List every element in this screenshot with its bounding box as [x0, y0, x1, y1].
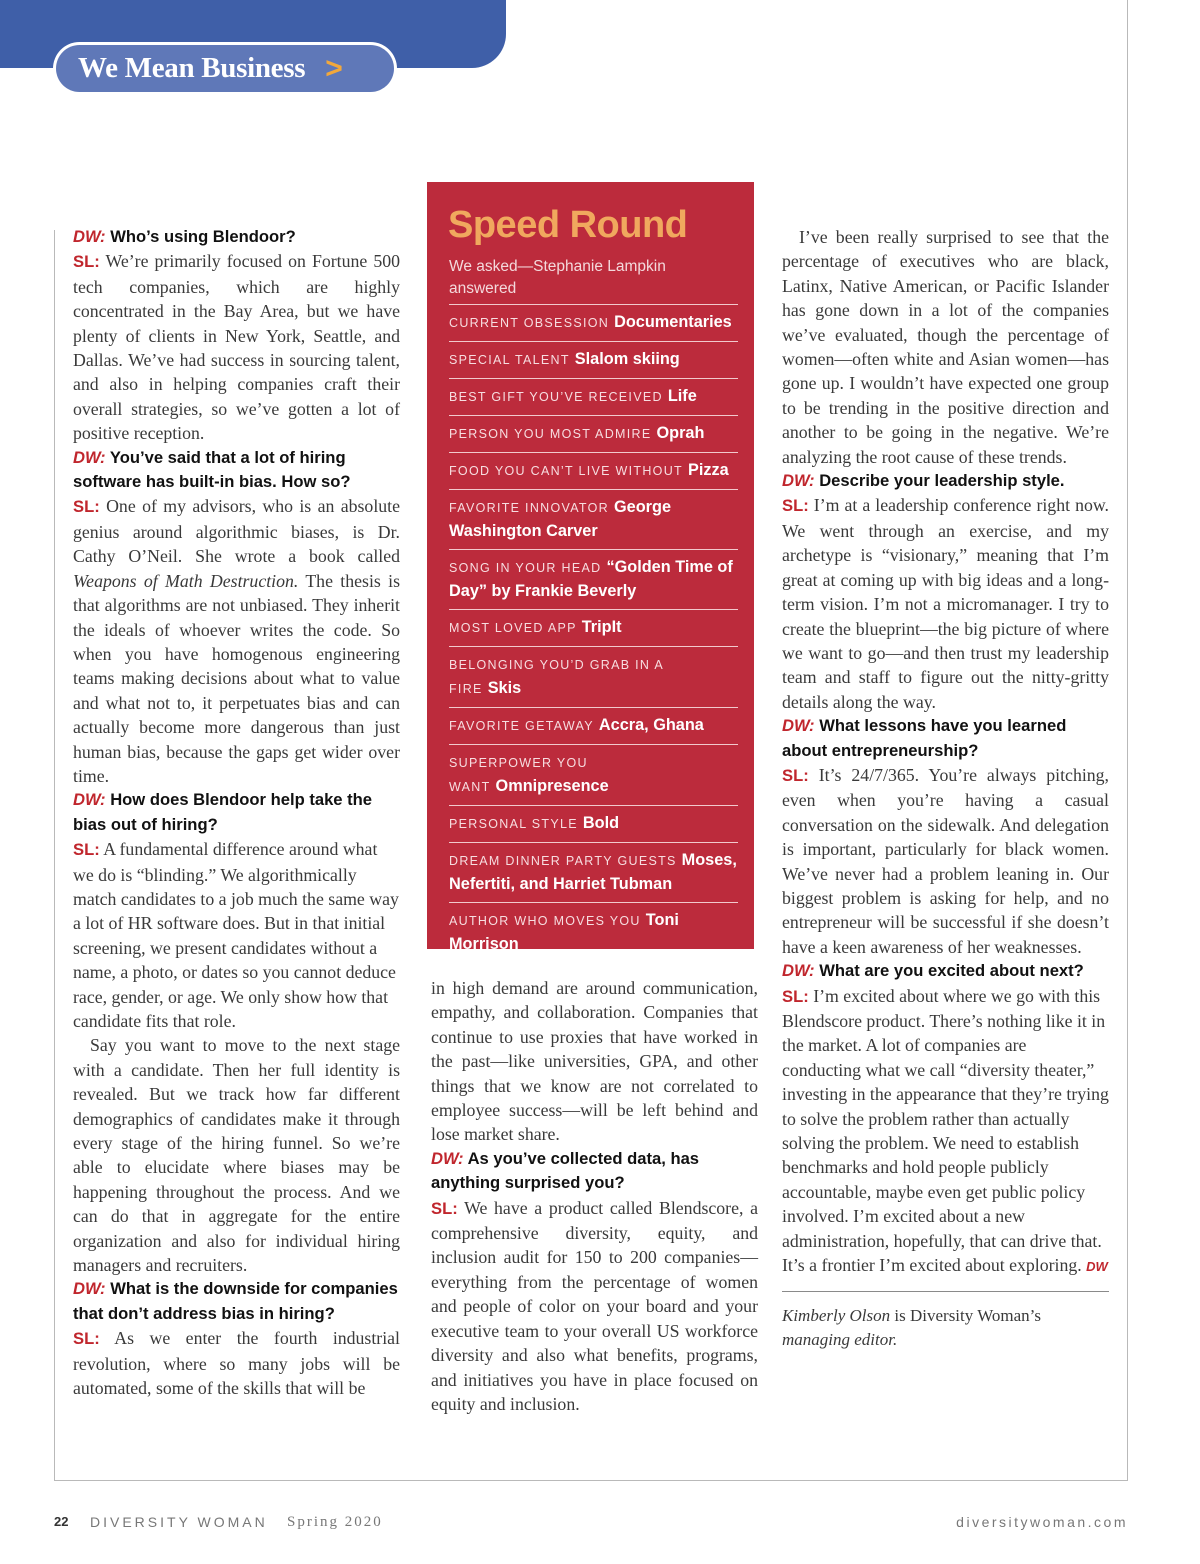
speed-round-item: BELONGING YOU’D GRAB IN A FIRE Skis: [449, 646, 738, 707]
speed-round-item: DREAM DINNER PARTY GUESTS Moses, Nefertiti, and Harriet Tubman: [449, 842, 738, 902]
answer: SL: I’m excited about where we go with this Blendscore product. There’s nothing like it in the market. A lot of companies are conducting what we call “diversity theater,” investing in the appearance that they’re trying to solve the problem rather than actually solving the problem. We need to establish benchmarks and hold people publicly accountable, maybe even get public policy involved. I’m excited about a new administration, hopefully, that can drive that. It’s a frontier I’m excited about exploring. DW: [782, 985, 1109, 1276]
answer-continued: I’ve been really surprised to see that the percentage of executives who are black, Latinx, Native American, or Pacific Islander has gone down in a lot of the companies we’ve evaluated, though the percentage of women—often white and Asian women—has gone up. I wouldn’t have expected one group to be trending in the positive direction and another to be going in the negative. We’re analyzing the root cause of these trends.: [782, 227, 1109, 467]
question: DW: What is the downside for companies that don’t address bias in hiring?: [73, 1279, 398, 1323]
speed-round-item: SUPERPOWER YOU WANT Omnipresence: [449, 744, 738, 805]
speed-round-list: [449, 304, 738, 962]
bio-divider: [782, 1291, 1109, 1292]
book-title: Weapons of Math Destruction.: [73, 570, 299, 591]
question: DW: As you’ve collected data, has anything surprised you?: [431, 1148, 700, 1193]
question: DW: Describe your leadership style.: [782, 471, 1065, 491]
article-column-3: [782, 225, 1109, 1352]
answer: SL: We’re primarily focused on Fortune 500 tech companies, which are highly concentrated in the Bay Area, but we have plenty of clients in New York, Seattle, and Dallas. We’ve had success in sourcing talent, and also in helping companies craft their overall strategies, so we’ve gotten a lot of positive reception.: [73, 251, 401, 444]
speed-round-item: MOST LOVED APP TripIt: [449, 609, 738, 646]
speed-round-intro: We asked—Stephanie Lampkin answered: [449, 258, 666, 297]
frame-bottom-rule: [54, 1480, 1127, 1481]
question: DW: What lessons have you learned about entrepreneurship?: [782, 716, 1067, 760]
article-column-2: [431, 976, 758, 1416]
question: DW: How does Blendoor help take the bias out of hiring?: [73, 790, 373, 834]
speed-round-item: FAVORITE GETAWAY Accra, Ghana: [449, 707, 738, 744]
end-mark: DW: [1086, 1259, 1108, 1275]
answer: SL: It’s 24/7/365. You’re always pitching, even when you’re having a casual conversation on the sidewalk. And delegation is important, particularly for black women. We’ve never had a problem leaning in. Our biggest problem is asking for help, and no entrepreneur will be successful if she doesn’t have a keen awareness of her weaknesses.: [782, 764, 1110, 957]
magazine-name: DIVERSITY WOMAN: [90, 1514, 268, 1530]
answer: SL: I’m at a leadership conference right now. We went through an exercise, and my archetype is “visionary,” meaning that I’m great at coming up with big ideas and a long-term vision. I’m not a micromanager. I try to create the blueprint—the big picture of where we want to go—and then trust my leadership team and staff to figure out the nitty-gritty details along the way.: [782, 495, 1109, 712]
section-title: We Mean Business: [78, 52, 306, 84]
answer-continued: in high demand are around communication, empathy, and collaboration. Companies that continue to use proxies that have worked in the past—like universities, GPA, and other things that we know are not correlated to employee success—will be left behind and lose market share.: [431, 978, 758, 1145]
speed-round-item: AUTHOR WHO MOVES YOU Toni Morrison: [449, 902, 738, 962]
issue-date: Spring 2020: [287, 1514, 383, 1530]
answer: SL: As we enter the fourth industrial revolution, where so many jobs will be automated, some of the skills that will be: [73, 1328, 400, 1399]
speed-round-item: FAVORITE INNOVATOR George Washington Carver: [449, 489, 738, 549]
speed-round-title: Speed Round: [448, 204, 688, 246]
author-bio: Kimberly Olson is Diversity Woman’s managing editor.: [782, 1306, 1041, 1350]
page-number: 22: [54, 1514, 69, 1529]
article-column-1: [73, 225, 400, 1401]
answer: SL: One of my advisors, who is an absolute genius around algorithmic biases, is Dr. Cathy O’Neil. She wrote a book called Weapons of Math Destruction. The thesis is that algorithms are not unbiased. They inherit the ideals of whoever writes the code. So when you have homogenous engineering teams making decisions about what to value and what not to, it perpetuates bias and can actually become more dangerous than just human bias, because the gaps get wider over time.: [73, 496, 400, 786]
question: DW: Who’s using Blendoor?: [73, 227, 296, 246]
answer: SL: A fundamental difference around what we do is “blinding.” We algorithmically match candidates to a job much the same way a lot of HR software does. But in that initial screening, we present candidates without a name, a photo, or dates so you cannot deduce race, gender, or age. We only show how that candidate fits that role.: [73, 839, 399, 1031]
chevron-right-icon: >: [325, 51, 343, 85]
speed-round-item: PERSON YOU MOST ADMIRE Oprah: [449, 415, 738, 452]
speed-round-item: SPECIAL TALENT Slalom skiing: [449, 341, 738, 378]
speed-round-box: [427, 182, 754, 953]
question: DW: You’ve said that a lot of hiring software has built-in bias. How so?: [73, 447, 351, 492]
frame-left-rule: [54, 230, 55, 1480]
speed-round-item: CURRENT OBSESSION Documentaries: [449, 304, 738, 341]
speed-round-item: FOOD YOU CAN’T LIVE WITHOUT Pizza: [449, 452, 738, 489]
speed-round-item: PERSONAL STYLE Bold: [449, 805, 738, 842]
speed-round-item: BEST GIFT YOU’VE RECEIVED Life: [449, 378, 738, 415]
frame-right-rule: [1127, 0, 1128, 1481]
site-url[interactable]: diversitywoman.com: [956, 1514, 1128, 1530]
answer-continued: Say you want to move to the next stage with a candidate. Then her full identity is revealed. But we track how far different demographics of candidates make it through every stage of the hiring funnel. So we’re able to elucidate where biases may be happening throughout the process. And we can do that in aggregate for the entire organization and also for individual hiring managers and recruiters.: [73, 1035, 400, 1276]
speed-round-item: SONG IN YOUR HEAD “Golden Time of Day” by Frankie Beverly: [449, 549, 738, 609]
question: DW: What are you excited about next?: [782, 961, 1084, 981]
section-badge: [56, 45, 394, 92]
answer: SL: We have a product called Blendscore, a comprehensive diversity, equity, and inclusion audit for 150 to 200 companies—everything from the percentage of women and people of color on your board and your executive team to your overall US workforce diversity and also what benefits, programs, and initiatives you have in place focused on equity and inclusion.: [431, 1197, 758, 1414]
